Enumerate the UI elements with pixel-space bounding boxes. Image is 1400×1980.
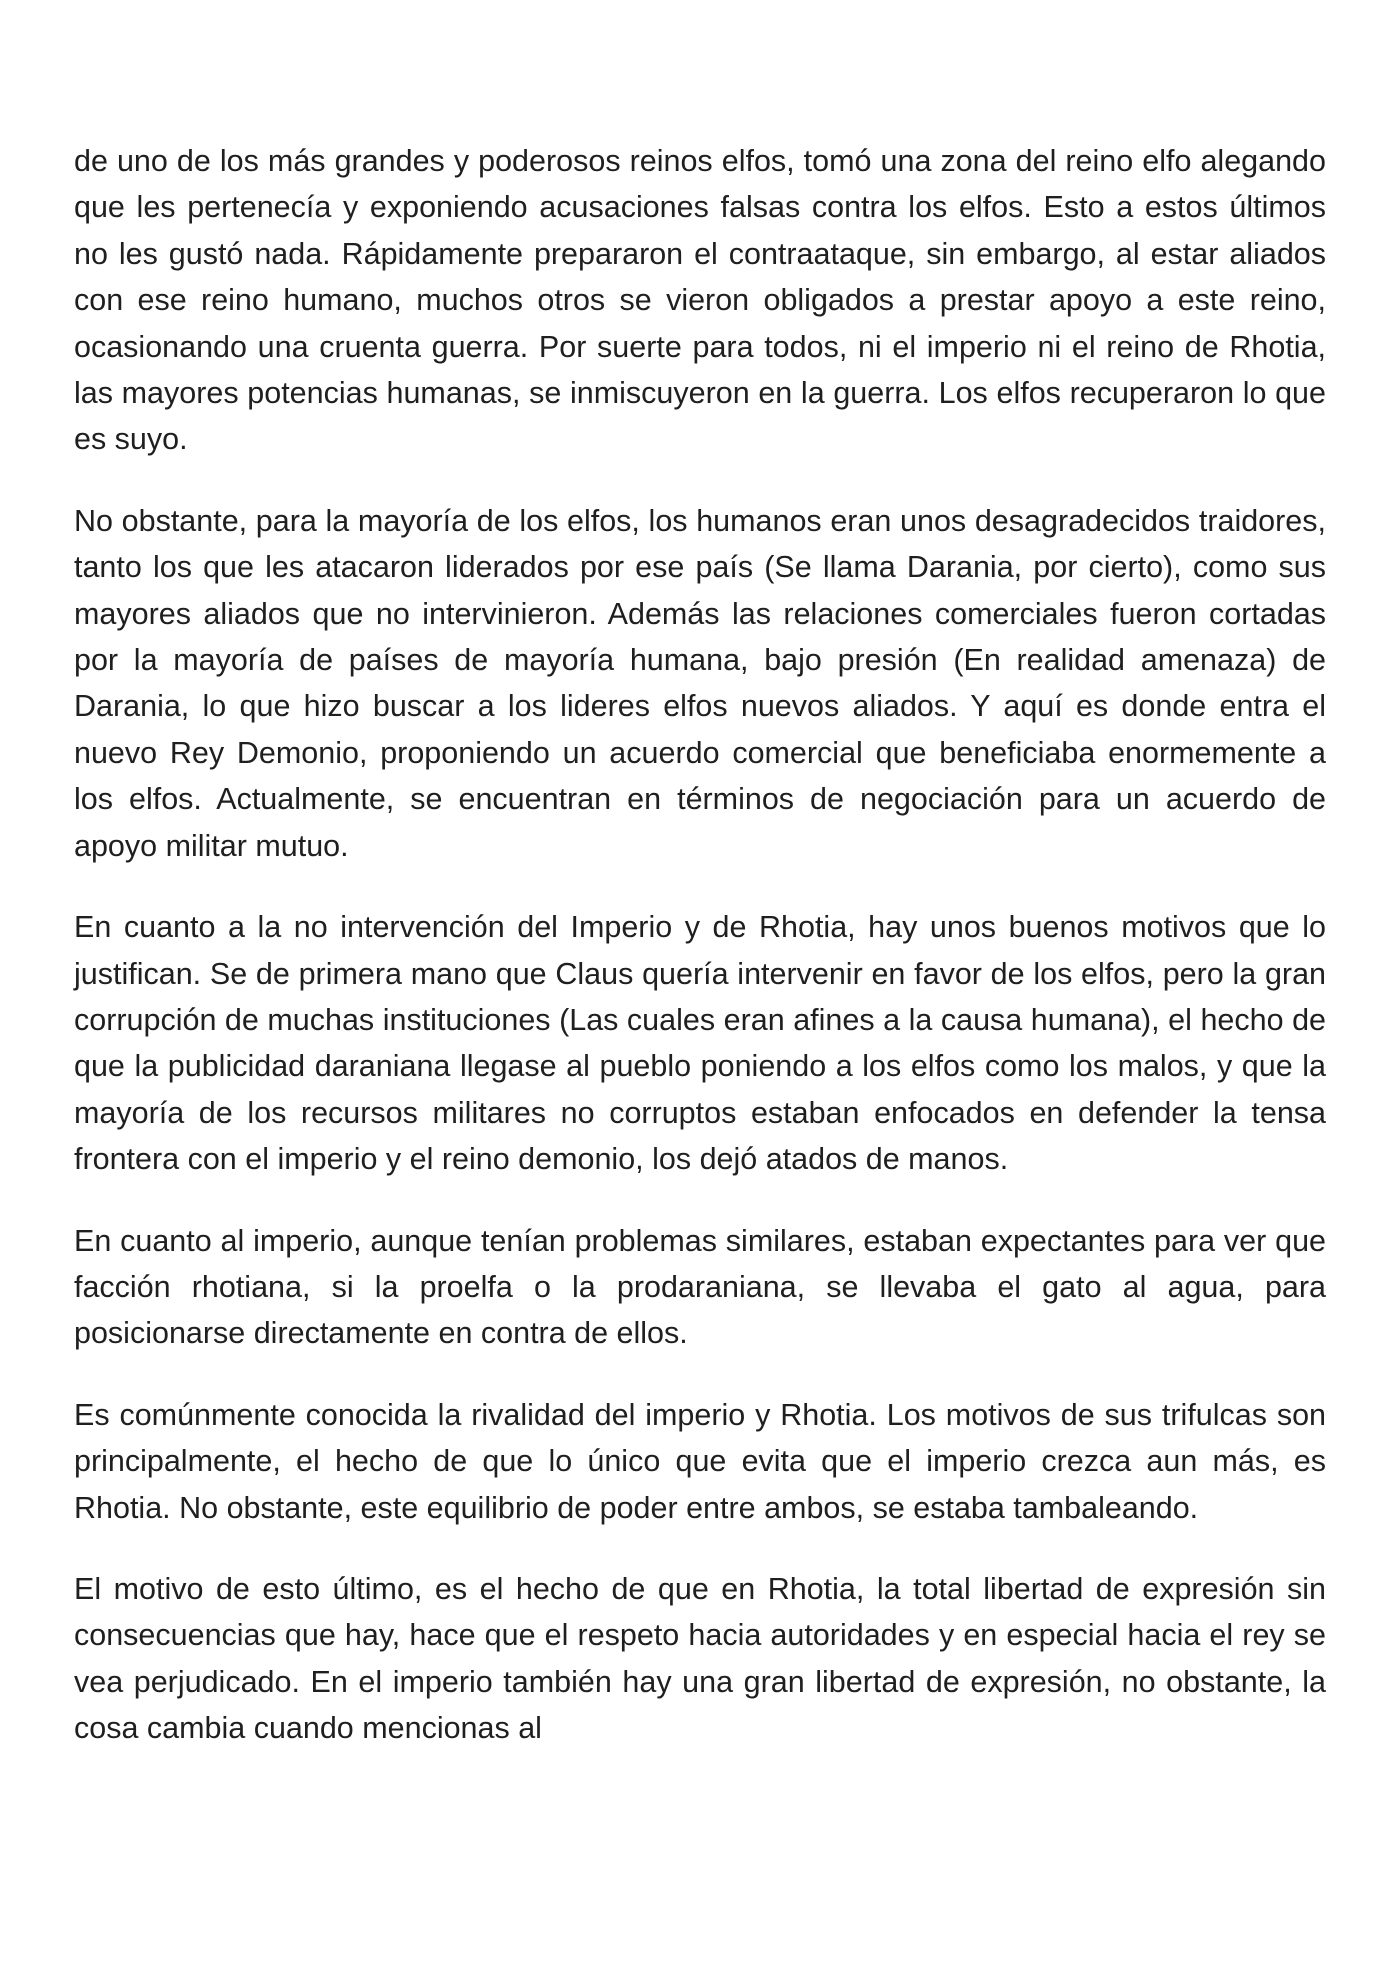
paragraph-3: En cuanto a la no intervención del Imperio y de Rhotia, hay unos buenos motivos que lo justifican. Se de primera mano que Claus quería intervenir en favor de los elfos, pero la gran corrupción de muchas instituciones (Las cuales eran afines a la causa humana), el hecho de que la publicidad daraniana llegase al pueblo poniendo a los elfos como los malos, y que la mayoría de los recursos militares no corruptos estaban enfocados en defender la tensa frontera con el imperio y el reino demonio, los dejó atados de manos.	[74, 910, 1326, 1177]
paragraph-5: Es comúnmente conocida la rivalidad del imperio y Rhotia. Los motivos de sus trifulcas son principalmente, el hecho de que lo único que evita que el imperio crezca aun más, es Rhotia. No obstante, este equilibrio de poder entre ambos, se estaba tambaleando.	[74, 1397, 1326, 1525]
paragraph-6: El motivo de esto último, es el hecho de que en Rhotia, la total libertad de expresión sin consecuencias que hay, hace que el respeto hacia autoridades y en especial hacia el rey se vea perjudicado. En el imperio también hay una gran libertad de expresión, no obstante, la cosa cambia cuando mencionas al	[74, 1571, 1326, 1746]
paragraph-1: de uno de los más grandes y poderosos reinos elfos, tomó una zona del reino elfo alegando que les pertenecía y exponiendo acusaciones falsas contra los elfos. Esto a estos últimos no les gustó nada. Rápidamente prepararon el contraataque, sin embargo, al estar aliados con ese reino humano, muchos otros se vieron obligados a prestar apoyo a este reino, ocasionando una cruenta guerra. Por suerte para todos, ni el imperio ni el reino de Rhotia, las mayores potencias humanas, se inmiscuyeron en la guerra. Los elfos recuperaron lo que es suyo.	[74, 144, 1326, 457]
paragraph-4: En cuanto al imperio, aunque tenían problemas similares, estaban expectantes para ver que facción rhotiana, si la proelfa o la prodaraniana, se llevaba el gato al agua, para posicionarse directamente en contra de ellos.	[74, 1223, 1326, 1351]
document-page	[74, 138, 1326, 1787]
paragraph-2: No obstante, para la mayoría de los elfos, los humanos eran unos desagradecidos traidores, tanto los que les atacaron liderados por ese país (Se llama Darania, por cierto), como sus mayores aliados que no intervinieron. Además las relaciones comerciales fueron cortadas por la mayoría de países de mayoría humana, bajo presión (En realidad amenaza) de Darania, lo que hizo buscar a los lideres elfos nuevos aliados. Y aquí es donde entra el nuevo Rey Demonio, proponiendo un acuerdo comercial que beneficiaba enormemente a los elfos. Actualmente, se encuentran en términos de negociación para un acuerdo de apoyo militar mutuo.	[74, 503, 1326, 863]
